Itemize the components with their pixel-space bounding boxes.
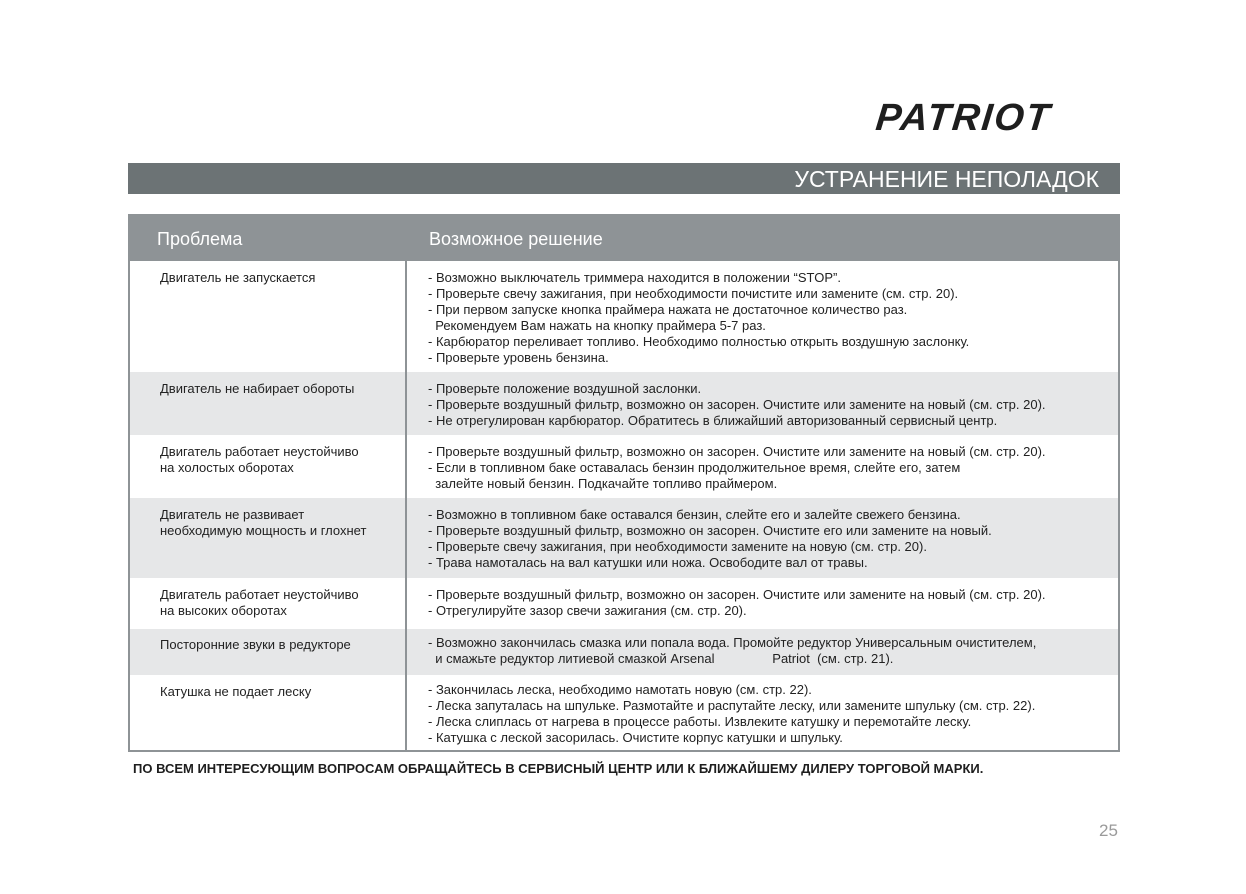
patriot-logo: PATRIOT [873,97,1054,139]
solution-line: - Катушка с леской засорилась. Очистите корпус катушки и шпульку. [428,730,843,745]
problem-line: Двигатель работает неустойчиво [160,444,359,459]
section-title: УСТРАНЕНИЕ НЕПОЛАДОК [794,166,1099,192]
solution-line: - Проверьте воздушный фильтр, возможно он засорен. Очистите или замените на новый (см. стр. 20). [428,444,1046,459]
problem-line: Двигатель работает неустойчиво [160,587,359,602]
table-row [130,629,1118,675]
solution-line: Рекомендуем Вам нажать на кнопку праймера 5-7 раз. [428,318,766,333]
problem-cell [160,507,400,539]
header-solution: Возможное решение [429,229,603,249]
table-row [130,435,1118,498]
solution-line: - Леска слиплась от нагрева в процессе работы. Извлеките катушку и перемотайте леску. [428,714,972,729]
table-row [130,498,1118,578]
section-title-bar [128,163,1120,194]
solution-line: - Если в топливном баке оставалась бензин продолжительное время, слейте его, затем [428,460,961,475]
solution-line: и смажьте редуктор литиевой смазкой Arsenal Patriot (см. стр. 21). [428,651,894,666]
solution-cell [428,444,1118,492]
problem-line: необходимую мощность и глохнет [160,523,367,538]
table-row [130,372,1118,435]
solution-line: - Проверьте воздушный фильтр, возможно он засорен. Очистите его или замените на новый. [428,523,992,538]
problem-line: Двигатель не набирает обороты [160,381,355,396]
solution-cell [428,507,1118,571]
solution-line: - Проверьте воздушный фильтр, возможно он засорен. Очистите или замените на новый (см. стр. 20). [428,587,1046,602]
problem-cell [160,381,400,397]
table-row [130,675,1118,750]
problem-cell [160,587,400,619]
solution-line: - Возможно выключатель триммера находится в положении “STOP”. [428,270,841,285]
solution-line: - Закончилась леска, необходимо намотать новую (см. стр. 22). [428,682,812,697]
solution-line: - Возможно в топливном баке оставался бензин, слейте его и залейте свежего бензина. [428,507,961,522]
solution-line: - Проверьте свечу зажигания, при необходимости замените на новую (см. стр. 20). [428,539,927,554]
solution-cell [428,635,1118,667]
problem-line: Катушка не подает леску [160,684,312,699]
problem-cell [160,270,400,286]
solution-cell [428,381,1118,429]
problem-line: на холостых оборотах [160,460,294,475]
table-header [130,216,1118,261]
problem-line: Двигатель не развивает [160,507,305,522]
problem-cell [160,637,400,653]
solution-cell [428,270,1118,366]
solution-line: - Не отрегулирован карбюратор. Обратитесь в ближайший авторизованный сервисный центр. [428,413,998,428]
solution-line: - При первом запуске кнопка праймера нажата не достаточное количество раз. [428,302,908,317]
solution-line: - Проверьте воздушный фильтр, возможно он засорен. Очистите или замените на новый (см. стр. 20). [428,397,1046,412]
table-row [130,578,1118,629]
solution-line: - Отрегулируйте зазор свечи зажигания (см. стр. 20). [428,603,747,618]
troubleshooting-table [128,214,1120,752]
problem-cell [160,444,400,476]
service-center-note: ПО ВСЕМ ИНТЕРЕСУЮЩИМ ВОПРОСАМ ОБРАЩАЙТЕСЬ В СЕРВИСНЫЙ ЦЕНТР ИЛИ К БЛИЖАЙШЕМУ ДИЛЕРУ ТОРГОВОЙ МАРКИ. [133,761,984,776]
solution-cell [428,682,1118,746]
solution-line: - Леска запуталась на шпульке. Размотайте и распутайте леску, или замените шпульку (см. стр. 22). [428,698,1036,713]
header-problem: Проблема [157,229,243,249]
solution-line: - Проверьте свечу зажигания, при необходимости почистите или замените (см. стр. 20). [428,286,959,301]
problem-line: Посторонние звуки в редукторе [160,637,351,652]
column-divider [405,216,407,750]
solution-line: - Трава намоталась на вал катушки или ножа. Освободите вал от травы. [428,555,868,570]
problem-line: Двигатель не запускается [160,270,316,285]
solution-line: - Проверьте уровень бензина. [428,350,609,365]
solution-cell [428,587,1118,619]
solution-line: залейте новый бензин. Подкачайте топливо праймером. [428,476,778,491]
solution-line: - Проверьте положение воздушной заслонки. [428,381,702,396]
solution-line: - Возможно закончилась смазка или попала вода. Промойте редуктор Универсальным очистителем, [428,635,1037,650]
solution-line: - Карбюратор переливает топливо. Необходимо полностью открыть воздушную заслонку. [428,334,970,349]
page-number: 25 [1099,821,1118,840]
problem-cell [160,684,400,700]
table-row [130,261,1118,372]
problem-line: на высоких оборотах [160,603,287,618]
